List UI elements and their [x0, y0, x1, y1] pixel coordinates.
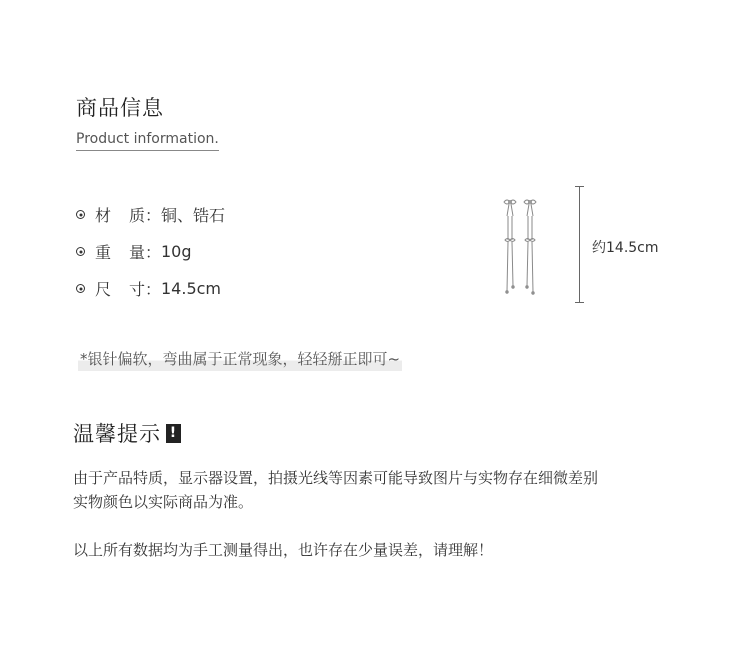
bullet-icon: [76, 247, 85, 256]
spec-label: [95, 203, 161, 226]
spec-label-char: 量：: [128, 243, 161, 262]
spec-label-char: 寸：: [128, 280, 161, 299]
spec-label-char: 尺: [95, 280, 112, 299]
care-note: *银针偏软，弯曲属于正常现象，轻轻掰正即可~: [78, 348, 402, 371]
dimension-label: 约14.5cm: [592, 240, 659, 256]
spec-list: [76, 196, 225, 307]
section-subtitle: Product information.: [76, 130, 219, 151]
section-title: 商品信息: [76, 96, 164, 120]
tips-paragraph: [73, 466, 673, 514]
earring-image: [498, 196, 548, 296]
earring-illustration-icon: [498, 196, 548, 296]
spec-value: 14.5cm: [161, 279, 222, 298]
tips-line: 实物颜色以实际商品为准。: [73, 493, 254, 511]
spec-label-char: 重: [95, 243, 112, 262]
spec-row-weight: [76, 233, 225, 270]
exclamation-icon: !: [166, 424, 181, 443]
spec-label-char: 质：: [128, 206, 161, 225]
spec-value: 10g: [161, 242, 192, 261]
tips-title: [73, 418, 181, 448]
bullet-icon: [76, 284, 85, 293]
spec-label: [95, 277, 161, 300]
bullet-icon: [76, 210, 85, 219]
spec-row-size: [76, 270, 225, 307]
spec-row-material: [76, 196, 225, 233]
dimension-line: [579, 186, 580, 303]
dimension-cap-bottom: [575, 302, 584, 303]
tips-line: 由于产品特质，显示器设置，拍摄光线等因素可能导致图片与实物存在细微差别: [73, 469, 599, 487]
spec-label: [95, 240, 161, 263]
spec-label-char: 材: [95, 206, 112, 225]
spec-value: 铜、锆石: [161, 206, 226, 225]
tips-paragraph-measure: 以上所有数据均为手工测量得出，也许存在少量误差，请理解！: [73, 541, 494, 559]
tips-title-text: 温馨提示: [73, 422, 161, 446]
